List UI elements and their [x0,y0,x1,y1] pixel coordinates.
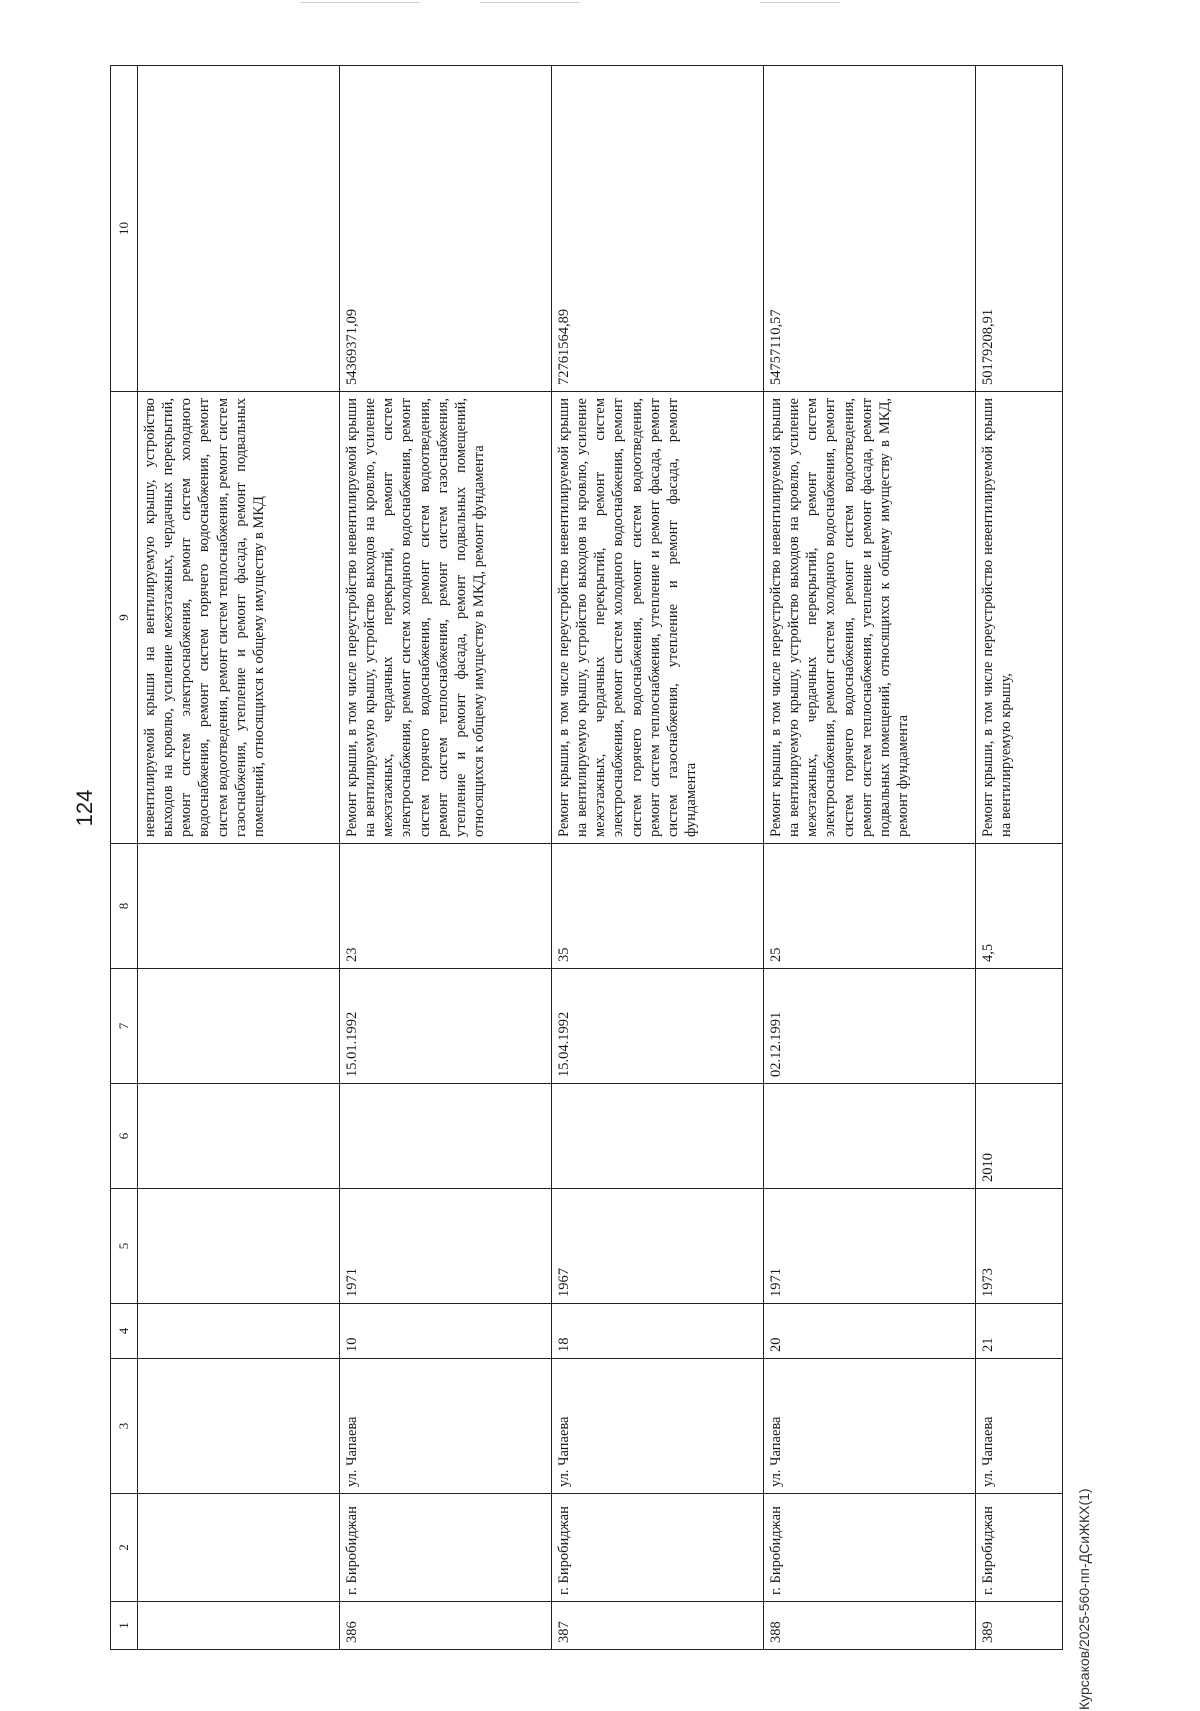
cost-cell: 54757110,57 [764,66,976,392]
table-cell [138,844,340,969]
value-cell: 25 [764,844,976,969]
cost-cell: 50179208,91 [976,66,1063,392]
table-row [764,66,976,1650]
rotated-table-container [110,66,1046,1650]
header-cell: 1 [111,1602,138,1650]
value-cell: 4,5 [976,844,1063,969]
cost-cell: 54369371,09 [340,66,552,392]
work-description-cell: Ремонт крыши, в том числе переустройство невентилируемой крыши на вентилируемую крышу, устройство выходов на кровлю, усиление межэтажных, чердачных перекрытий, ремонт систем электроснабжения, ремонт систем холодного водоснабжения, ремонт систем горячего водоснабжения, ремонт систем водоотведения, ремонт систем теплоснабжения, утепление и ремонт фасада, ремонт систем газоснабжения, утепление и ремонт фасада, ремонт фундамента [552,392,764,844]
document-reference: Курсаков/2025-560-пп-ДСиЖКХ(1) [1076,1488,1092,1710]
value-cell: 23 [340,844,552,969]
row-number-cell: 386 [340,1602,552,1650]
table-cell [138,66,340,392]
work-description-cell: невентилируемой крыши на вентилируемую крышу, устройство выходов на кровлю, усиление межэтажных, чердачных перекрытий, ремонт систем электроснабжения, ремонт систем холодного водоснабжения, ремонт систем горячего водоснабжения, ремонт систем водоотведения, ремонт систем теплоснабжения, ремонт систем газоснабжения, утепление и ремонт фасада, ремонт подвальных помещений, относящихся к общему имуществу в МКД [138,392,340,844]
row-number-cell: 389 [976,1602,1063,1650]
scan-artifact [760,2,840,3]
house-cell: 18 [552,1304,764,1359]
table-cell [138,1359,340,1494]
table-row [552,66,764,1650]
scan-artifact [300,2,420,3]
header-cell: 3 [111,1359,138,1494]
city-cell: г. Биробиджан [976,1494,1063,1602]
repair-table [110,65,1063,1650]
header-cell: 7 [111,969,138,1084]
date-cell: 15.01.1992 [340,969,552,1084]
city-cell: г. Биробиджан [764,1494,976,1602]
street-cell: ул. Чапаева [552,1359,764,1494]
table-cell [138,1602,340,1650]
header-cell: 8 [111,844,138,969]
city-cell: г. Биробиджан [552,1494,764,1602]
header-cell: 5 [111,1189,138,1304]
year-built-cell: 1971 [340,1189,552,1304]
year-repair-cell [552,1084,764,1189]
house-cell: 20 [764,1304,976,1359]
year-repair-cell [764,1084,976,1189]
date-cell: 02.12.1991 [764,969,976,1084]
table-row [976,66,1063,1650]
header-cell: 9 [111,392,138,844]
year-built-cell: 1967 [552,1189,764,1304]
value-cell: 35 [552,844,764,969]
date-cell [976,969,1063,1084]
table-row [340,66,552,1650]
row-number-cell: 387 [552,1602,764,1650]
house-cell: 10 [340,1304,552,1359]
street-cell: ул. Чапаева [340,1359,552,1494]
year-built-cell: 1971 [764,1189,976,1304]
header-cell: 2 [111,1494,138,1602]
date-cell: 15.04.1992 [552,969,764,1084]
continuation-row [138,66,340,1650]
scan-artifact [480,2,580,3]
header-cell: 10 [111,66,138,392]
table-cell [138,1304,340,1359]
table-cell [138,1084,340,1189]
street-cell: ул. Чапаева [764,1359,976,1494]
year-repair-cell [340,1084,552,1189]
row-number-cell: 388 [764,1602,976,1650]
city-cell: г. Биробиджан [340,1494,552,1602]
header-row [111,66,138,1650]
year-repair-cell: 2010 [976,1084,1063,1189]
page-number: 124 [72,789,97,827]
work-description-cell: Ремонт крыши, в том числе переустройство невентилируемой крыши на вентилируемую крышу, устройство выходов на кровлю, усиление межэтажных, чердачных перекрытий, ремонт систем электроснабжения, ремонт систем холодного водоснабжения, ремонт систем горячего водоснабжения, ремонт систем водоотведения, ремонт систем теплоснабжения, утепление и ремонт фасада, ремонт подвальных помещений, относящихся к общему имуществу в МКД, ремонт фундамента [764,392,976,844]
table-cell [138,1494,340,1602]
house-cell: 21 [976,1304,1063,1359]
header-cell: 4 [111,1304,138,1359]
cost-cell: 72761564,89 [552,66,764,392]
header-cell: 6 [111,1084,138,1189]
table-cell [138,969,340,1084]
work-description-cell: Ремонт крыши, в том числе переустройство невентилируемой крыши на вентилируемую крышу, устройство выходов на кровлю, усиление межэтажных, чердачных перекрытий, ремонт систем электроснабжения, ремонт систем холодного водоснабжения, ремонт систем горячего водоснабжения, ремонт систем водоотведения, ремонт систем теплоснабжения, ремонт систем газоснабжения, утепление и ремонт фасада, ремонт подвальных помещений, относящихся к общему имуществу в МКД, ремонт фундамента [340,392,552,844]
work-description-cell: Ремонт крыши, в том числе переустройство невентилируемой крыши на вентилируемую крышу, [976,392,1063,844]
year-built-cell: 1973 [976,1189,1063,1304]
table-cell [138,1189,340,1304]
street-cell: ул. Чапаева [976,1359,1063,1494]
